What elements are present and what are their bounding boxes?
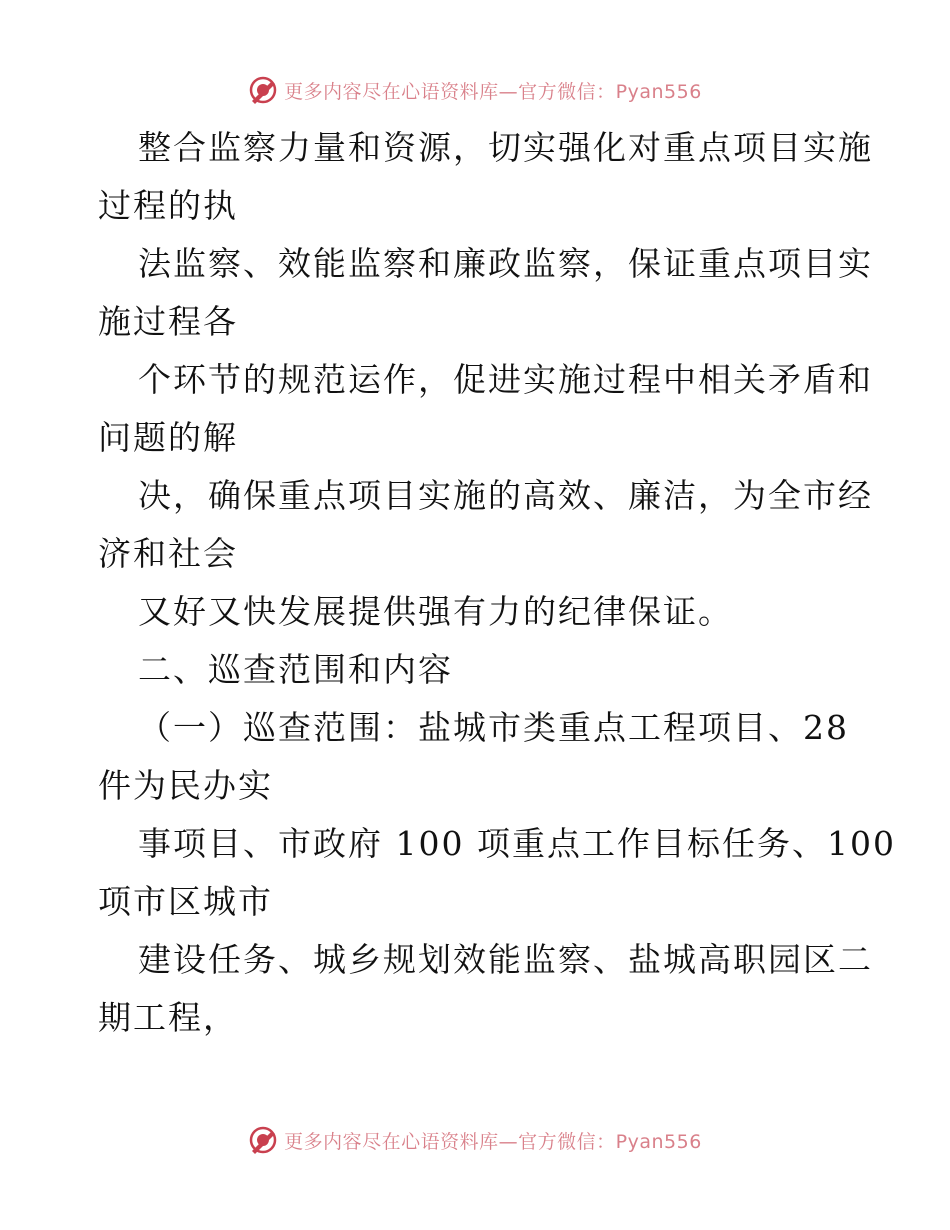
pen-seal-icon [248, 1125, 278, 1155]
paragraph-8-line-1: 事项目、市政府 100 项重点工作目标任务、100 [138, 824, 896, 863]
paragraph-7-line-1: （一）巡查范围：盐城市类重点工程项目、28 [138, 708, 849, 747]
footer-banner [0, 1120, 950, 1160]
header-text: 更多内容尽在心语资料库—官方微信：Pyan556 [284, 80, 702, 103]
paragraph-4-line-1: 决，确保重点项目实施的高效、廉洁，为全市经 [138, 476, 873, 515]
footer-text: 更多内容尽在心语资料库—官方微信：Pyan556 [284, 1130, 702, 1153]
section-heading: 二、巡查范围和内容 [138, 650, 453, 689]
paragraph-9-line-2: 期工程， [98, 998, 238, 1037]
paragraph-9-line-1: 建设任务、城乡规划效能监察、盐城高职园区二 [138, 940, 873, 979]
paragraph-7-line-2: 件为民办实 [98, 766, 273, 805]
header-banner [0, 70, 950, 110]
paragraph-2-line-1: 法监察、效能监察和廉政监察，保证重点项目实 [138, 244, 873, 283]
paragraph-5-line-1: 又好又快发展提供强有力的纪律保证。 [138, 592, 733, 631]
paragraph-3-line-2: 问题的解 [98, 418, 238, 457]
paragraph-4-line-2: 济和社会 [98, 534, 238, 573]
paragraph-1-line-1: 整合监察力量和资源，切实强化对重点项目实施 [138, 128, 873, 167]
paragraph-8-line-2: 项市区城市 [98, 882, 273, 921]
paragraph-3-line-1: 个环节的规范运作，促进实施过程中相关矛盾和 [138, 360, 873, 399]
paragraph-2-line-2: 施过程各 [98, 302, 238, 341]
pen-seal-icon [248, 75, 278, 105]
paragraph-1-line-2: 过程的执 [98, 186, 238, 225]
